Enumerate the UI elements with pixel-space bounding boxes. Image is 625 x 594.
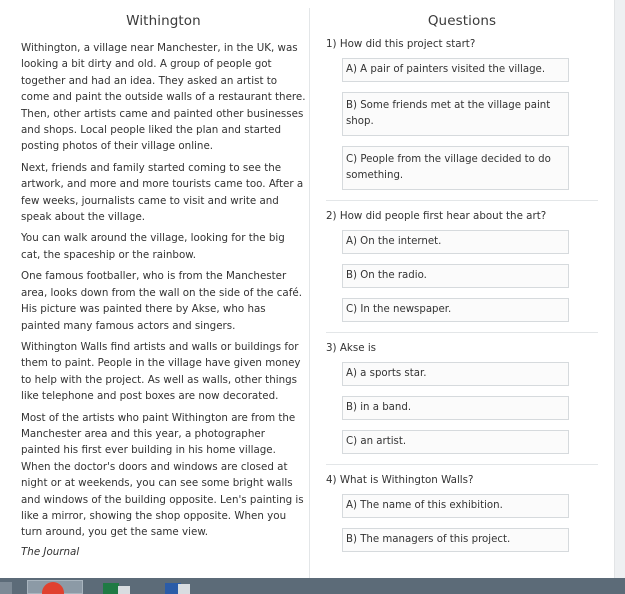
- answer-option-2c[interactable]: C) In the newspaper.: [342, 298, 569, 322]
- start-icon[interactable]: [0, 582, 12, 594]
- answer-option-3a[interactable]: A) a sports star.: [342, 362, 569, 386]
- article-paragraph: Withington Walls find artists and walls or buildings for them to paint. People in the village have given money to help with the project. As well as walls, other things like telephone and post boxes are now decorated.: [21, 340, 301, 403]
- question-4: [326, 473, 598, 552]
- article-title: Withington: [126, 13, 201, 29]
- questions-column: [326, 0, 598, 562]
- article-paragraph: You can walk around the village, looking for the big cat, the spaceship or the rainbow.: [21, 232, 285, 261]
- answer-option-4a[interactable]: A) The name of this exhibition.: [342, 494, 569, 518]
- answer-option-2b[interactable]: B) On the radio.: [342, 264, 569, 288]
- answer-option-3c[interactable]: C) an artist.: [342, 430, 569, 454]
- answer-option-1a[interactable]: A) A pair of painters visited the village.: [342, 58, 569, 82]
- answer-option-3b[interactable]: B) in a band.: [342, 396, 569, 420]
- question-text: 2) How did people first hear about the art?: [326, 210, 547, 222]
- article-paragraph: One famous footballer, who is from the Manchester area, looks down from the wall on the side of the café. His picture was painted there by Akse, who has painted many famous actors and singers.: [21, 270, 302, 332]
- article-column: [21, 0, 306, 558]
- column-divider: [309, 8, 310, 578]
- question-1: [326, 37, 598, 190]
- question-2: [326, 209, 598, 322]
- taskbar: [0, 578, 625, 594]
- question-text: 1) How did this project start?: [326, 38, 476, 50]
- word-badge-icon: [178, 584, 190, 594]
- excel-badge-icon: [118, 586, 130, 594]
- question-separator: [326, 332, 598, 333]
- excel-icon[interactable]: [103, 583, 119, 594]
- questions-title: Questions: [427, 13, 497, 29]
- question-text: 4) What is Withington Walls?: [326, 474, 474, 486]
- article-paragraph: Next, friends and family started coming to see the artwork, and more and more tourists came too. After a few weeks, journalists came to visit and write and speak about the village.: [21, 161, 304, 224]
- answer-option-2a[interactable]: A) On the internet.: [342, 230, 569, 254]
- answer-option-1b[interactable]: B) Some friends met at the village paint shop.: [342, 92, 569, 136]
- answer-option-1c[interactable]: C) People from the village decided to do something.: [342, 146, 569, 190]
- question-text: 3) Akse is: [326, 342, 377, 354]
- question-separator: [326, 200, 598, 201]
- article-paragraph: Most of the artists who paint Withington are from the Manchester area and this year, a photographer painted his first ever building in his home village. When the doctor's doors and windows are closed at night or at weekends, you can see some bright walls and windows of the building opposite. Len's painting is like a mirror, showing the shop opposite. When you turn around, you get the same view.: [21, 411, 304, 539]
- article-source: The Journal: [21, 545, 80, 558]
- question-3: [326, 341, 598, 454]
- article-paragraph: Withington, a village near Manchester, in the UK, was looking a bit dirty and old. A group of people got together and had an idea. They asked an artist to come and paint the outside walls of a restaurant there. Then, other artists came and painted other businesses and shops. Local people liked the plan and started posting photos of their village online.: [21, 42, 306, 153]
- answer-option-4b[interactable]: B) The managers of this project.: [342, 528, 569, 552]
- question-separator: [326, 464, 598, 465]
